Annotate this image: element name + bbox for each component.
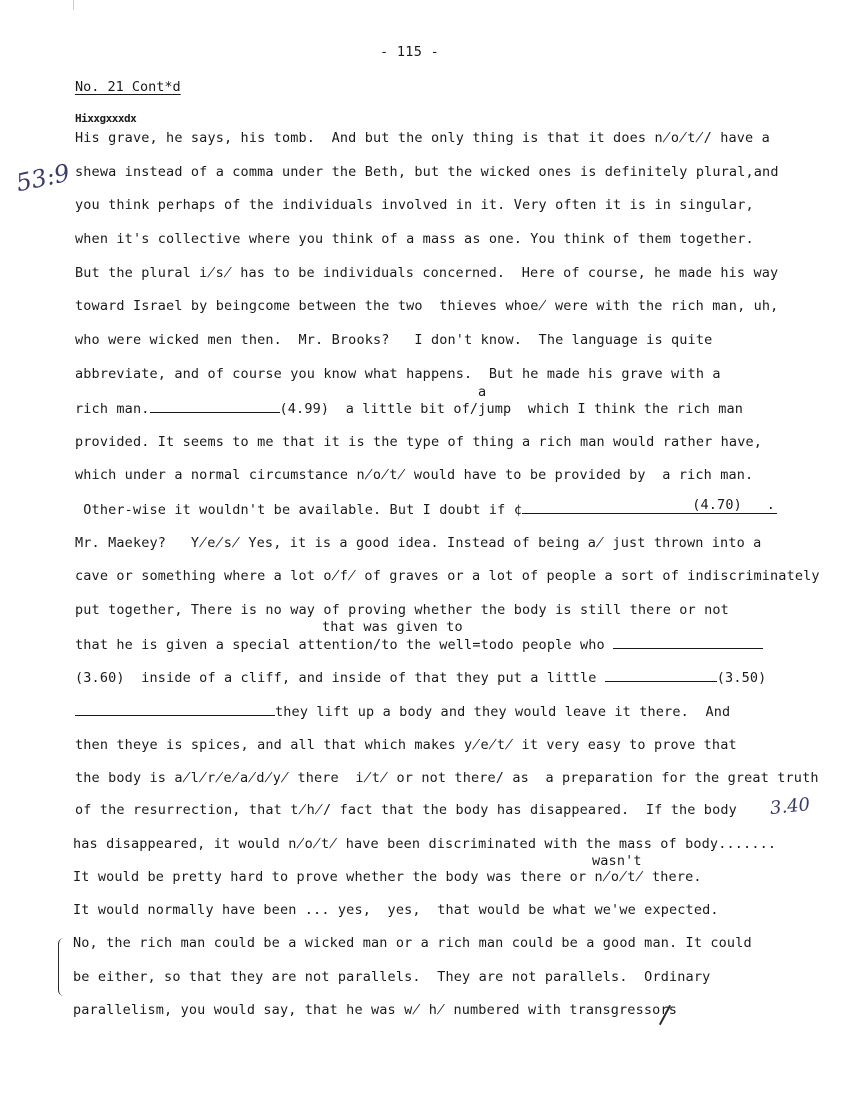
- text-line: It would normally have been ... yes, yes, that would be what we'we expected.: [73, 902, 719, 918]
- text-line: provided. It seems to me that it is the type of thing a rich man would rather have,: [75, 434, 763, 450]
- interlinear-insertion: that was given to: [322, 619, 463, 635]
- text-line: the body is a̸l̸r̸e̸a̸d̸y̸ there i̸t̸ or not there/ as a preparation for the great truth: [75, 770, 819, 786]
- interlinear-insertion: wasn't: [592, 853, 642, 869]
- text-line: which under a normal circumstance n̸o̸t̸ would have to be provided by a rich man.: [75, 467, 754, 483]
- handwritten-margin-note-right: 3.40: [769, 793, 812, 820]
- text-line: then theye is spices, and all that which makes y̸e̸t̸ it very easy to prove that: [75, 737, 737, 753]
- section-heading: No. 21 Cont*d: [75, 79, 181, 95]
- text-line: abbreviate, and of course you know what happens. But he made his grave with a: [75, 366, 721, 382]
- interlinear-insertion: a: [478, 384, 487, 400]
- handwritten-margin-note-left: 53:9: [13, 158, 73, 198]
- text-segment: Other-wise it wouldn't be available. But I doubt if ¢: [75, 502, 522, 518]
- text-line: No, the rich man could be a wicked man or a rich man could be a good man. It could: [73, 935, 752, 951]
- text-line: when it's collective where you think of a mass as one. You think of them together.: [75, 231, 754, 247]
- text-line-with-blank: [75, 497, 777, 518]
- text-line-with-blank: [75, 400, 743, 417]
- text-line: put together, There is no way of proving whether the body is still there or not: [75, 602, 729, 618]
- struck-out-word: Hixxgxxxdx: [75, 112, 137, 125]
- text-segment: that he is given a special attention/to the well=todo people who: [75, 637, 614, 653]
- text-line-with-blank: [75, 703, 730, 720]
- transcription-gap: [605, 669, 717, 682]
- transcription-gap: [522, 497, 777, 514]
- text-line: of the resurrection, that t̸h̸/ fact that the body has disappeared. If the body: [75, 802, 737, 818]
- text-line: you think perhaps of the individuals involved in it. Very often it is in singular,: [75, 197, 754, 213]
- text-line-with-blank: [75, 669, 766, 686]
- time-marker: (4.70) .: [692, 497, 775, 513]
- handwritten-bracket-mark: [58, 938, 67, 996]
- text-line: cave or something where a lot o̸f̸ of graves or a lot of people a sort of indiscriminately: [75, 568, 820, 584]
- text-line: toward Israel by beingcome between the two thieves whoe̸ were with the rich man, uh,: [75, 298, 779, 314]
- transcription-gap: [613, 636, 763, 649]
- text-segment: (3.60) inside of a cliff, and inside of that they put a little: [75, 670, 605, 686]
- text-line: shewa instead of a comma under the Beth, but the wicked ones is definitely plural,and: [75, 164, 779, 180]
- transcription-gap: [75, 703, 275, 716]
- text-line: be either, so that they are not parallels. They are not parallels. Ordinary: [73, 969, 711, 985]
- text-line-with-blank: [75, 636, 763, 653]
- text-line: His grave, he says, his tomb. And but the only thing is that it does n̸o̸t̸/ have a: [75, 130, 770, 146]
- text-segment: (4.99) a little bit of/jump which I think the rich man: [279, 401, 744, 417]
- text-segment: rich man.: [75, 401, 150, 417]
- text-segment: they lift up a body and they would leave it there. And: [275, 704, 731, 720]
- page-number: - 115 -: [380, 44, 439, 60]
- text-line: It would be pretty hard to prove whether the body was there or n̸o̸t̸ there.: [73, 869, 702, 885]
- text-line: But the plural i̸s̸ has to be individuals concerned. Here of course, he made his way: [75, 265, 779, 281]
- text-line: Mr. Maekey? Y̸e̸s̸ Yes, it is a good idea. Instead of being a̸ just thrown into a: [75, 535, 762, 551]
- text-line: parallelism, you would say, that he was w̸ h̸ numbered with transgressors: [73, 1002, 677, 1018]
- text-segment: (3.50): [716, 670, 767, 686]
- page-edge-mark: [73, 0, 74, 10]
- text-line: has disappeared, it would n̸o̸t̸ have been discriminated with the mass of body.......: [73, 836, 777, 852]
- text-line: who were wicked men then. Mr. Brooks? I don't know. The language is quite: [75, 332, 713, 348]
- transcription-gap: [150, 400, 280, 413]
